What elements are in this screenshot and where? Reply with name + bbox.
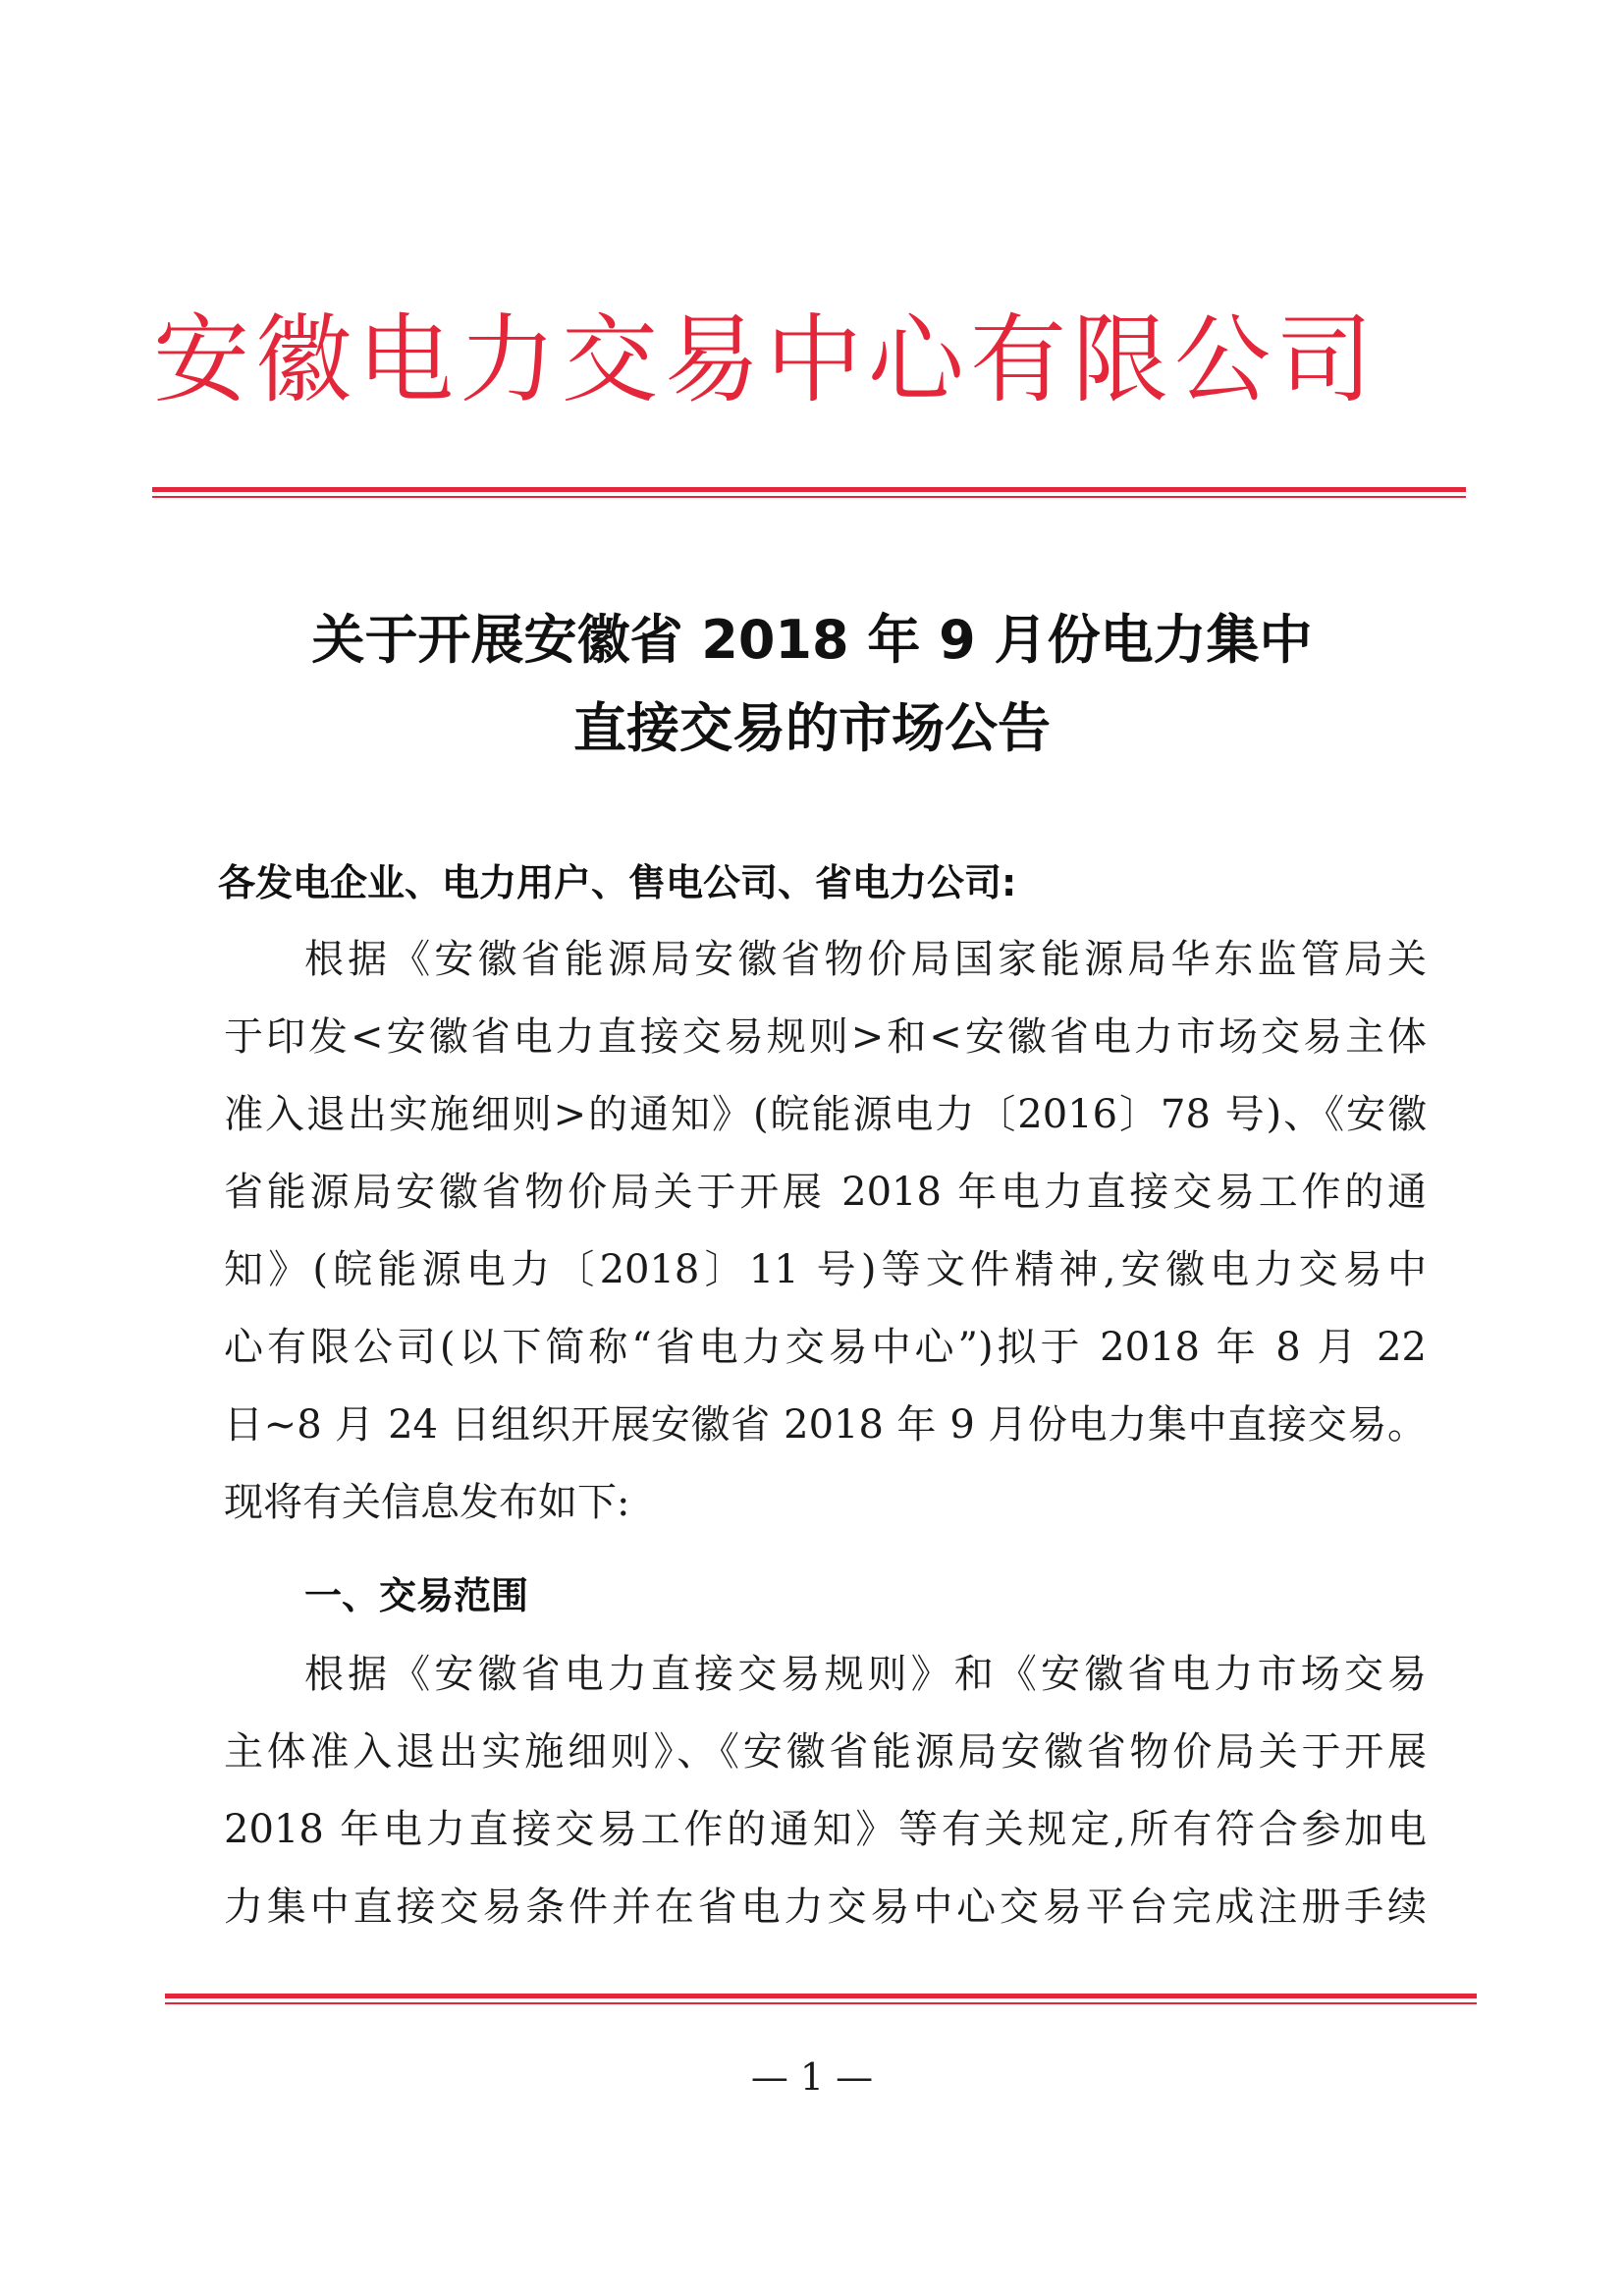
footer-red-rule (165, 1994, 1477, 1998)
paragraph1-line: 心有限公司(以下简称“省电力交易中心”)拟于 2018 年 8 月 22 (224, 1325, 1427, 1370)
paragraph1-line: 日~8 月 24 日组织开展安徽省 2018 年 9 月份电力集中直接交易。 (224, 1402, 1427, 1448)
letterhead-org-name: 安徽电力交易中心有限公司 (152, 304, 1379, 416)
paragraph1-line: 根据《安徽省能源局安徽省物价局国家能源局华东监管局关 (304, 937, 1427, 982)
letterhead-red-rule (152, 487, 1466, 492)
paragraph1-line: 于印发<安徽省电力直接交易规则>和<安徽省电力市场交易主体 (224, 1014, 1427, 1060)
paragraph1-line: 知》(皖能源电力〔2018〕11 号)等文件精神,安徽电力交易中 (224, 1247, 1427, 1292)
paragraph1-line: 准入退出实施细则>的通知》(皖能源电力〔2016〕78 号)、《安徽 (224, 1092, 1427, 1137)
paragraph1-line: 省能源局安徽省物价局关于开展 2018 年电力直接交易工作的通 (224, 1170, 1427, 1215)
paragraph1-line: 现将有关信息发布如下: (224, 1480, 630, 1525)
page-number: — 1 — (750, 2055, 874, 2099)
paragraph2-line: 主体准入退出实施细则》、《安徽省能源局安徽省物价局关于开展 (224, 1729, 1427, 1775)
paragraph2-line: 2018 年电力直接交易工作的通知》等有关规定,所有符合参加电 (224, 1807, 1427, 1852)
document-title-line1: 关于开展安徽省 2018 年 9 月份电力集中 (311, 609, 1313, 671)
section1-heading: 一、交易范围 (304, 1574, 529, 1617)
salutation: 各发电企业、电力用户、售电公司、省电力公司: (218, 861, 1017, 904)
document-title-line2: 直接交易的市场公告 (573, 697, 1051, 759)
paragraph2-line: 力集中直接交易条件并在省电力交易中心交易平台完成注册手续 (224, 1885, 1427, 1930)
paragraph2-line: 根据《安徽省电力直接交易规则》和《安徽省电力市场交易 (304, 1652, 1427, 1697)
